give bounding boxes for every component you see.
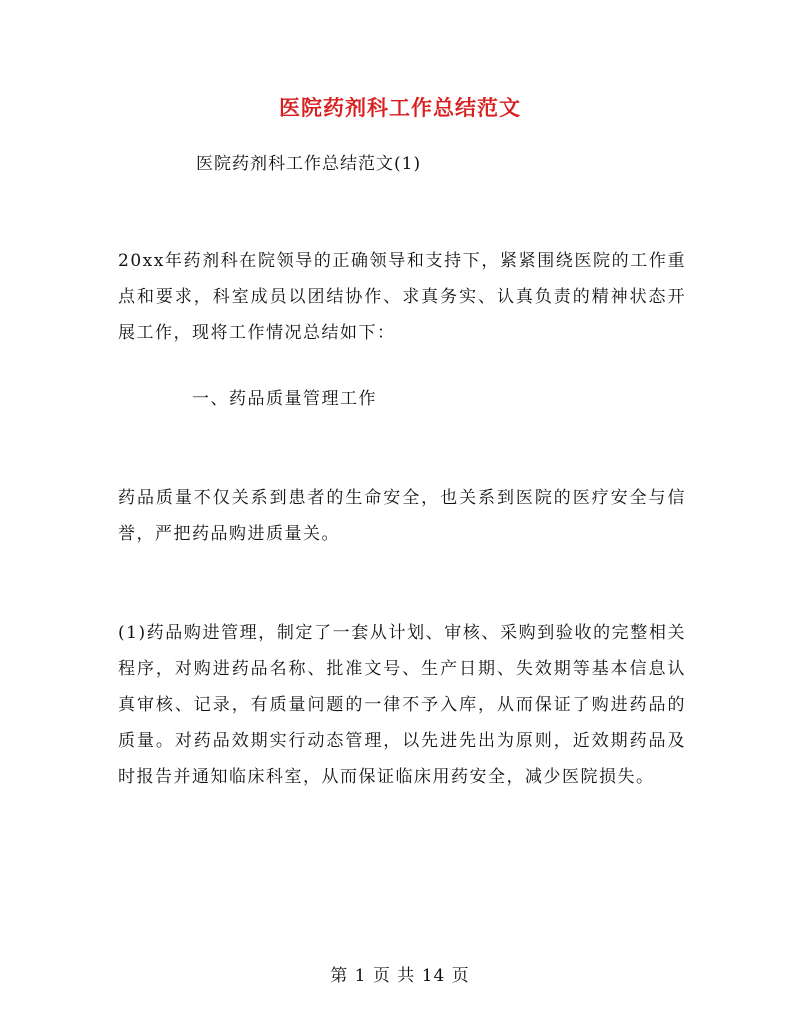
document-subtitle: 医院药剂科工作总结范文(1) (196, 154, 422, 174)
paragraph-quality: 药品质量不仅关系到患者的生命安全，也关系到医院的医疗安全与信誉，严把药品购进质量关。 (118, 488, 686, 544)
document-title: 医院药剂科工作总结范文 (279, 95, 521, 120)
paragraph-procurement: (1)药品购进管理，制定了一套从计划、审核、采购到验收的完整相关程序，对购进药品名称、批准文号、生产日期、失效期等基本信息认真审核、记录，有质量问题的一律不予入库，从而保证了购进药品的质量。对药品效期实行动态管理，以先进先出为原则，近效期药品及时报告并通知临床科室，从而保证临床用药安全，减少医院损失。 (118, 623, 686, 787)
paragraph-intro: 20xx年药剂科在院领导的正确领导和支持下，紧紧围绕医院的工作重点和要求，科室成员以团结协作、求真务实、认真负责的精神状态开展工作，现将工作情况总结如下： (118, 251, 686, 343)
page-footer: 第 1 页 共 14 页 (330, 966, 470, 986)
section-heading: 一、药品质量管理工作 (192, 389, 377, 409)
